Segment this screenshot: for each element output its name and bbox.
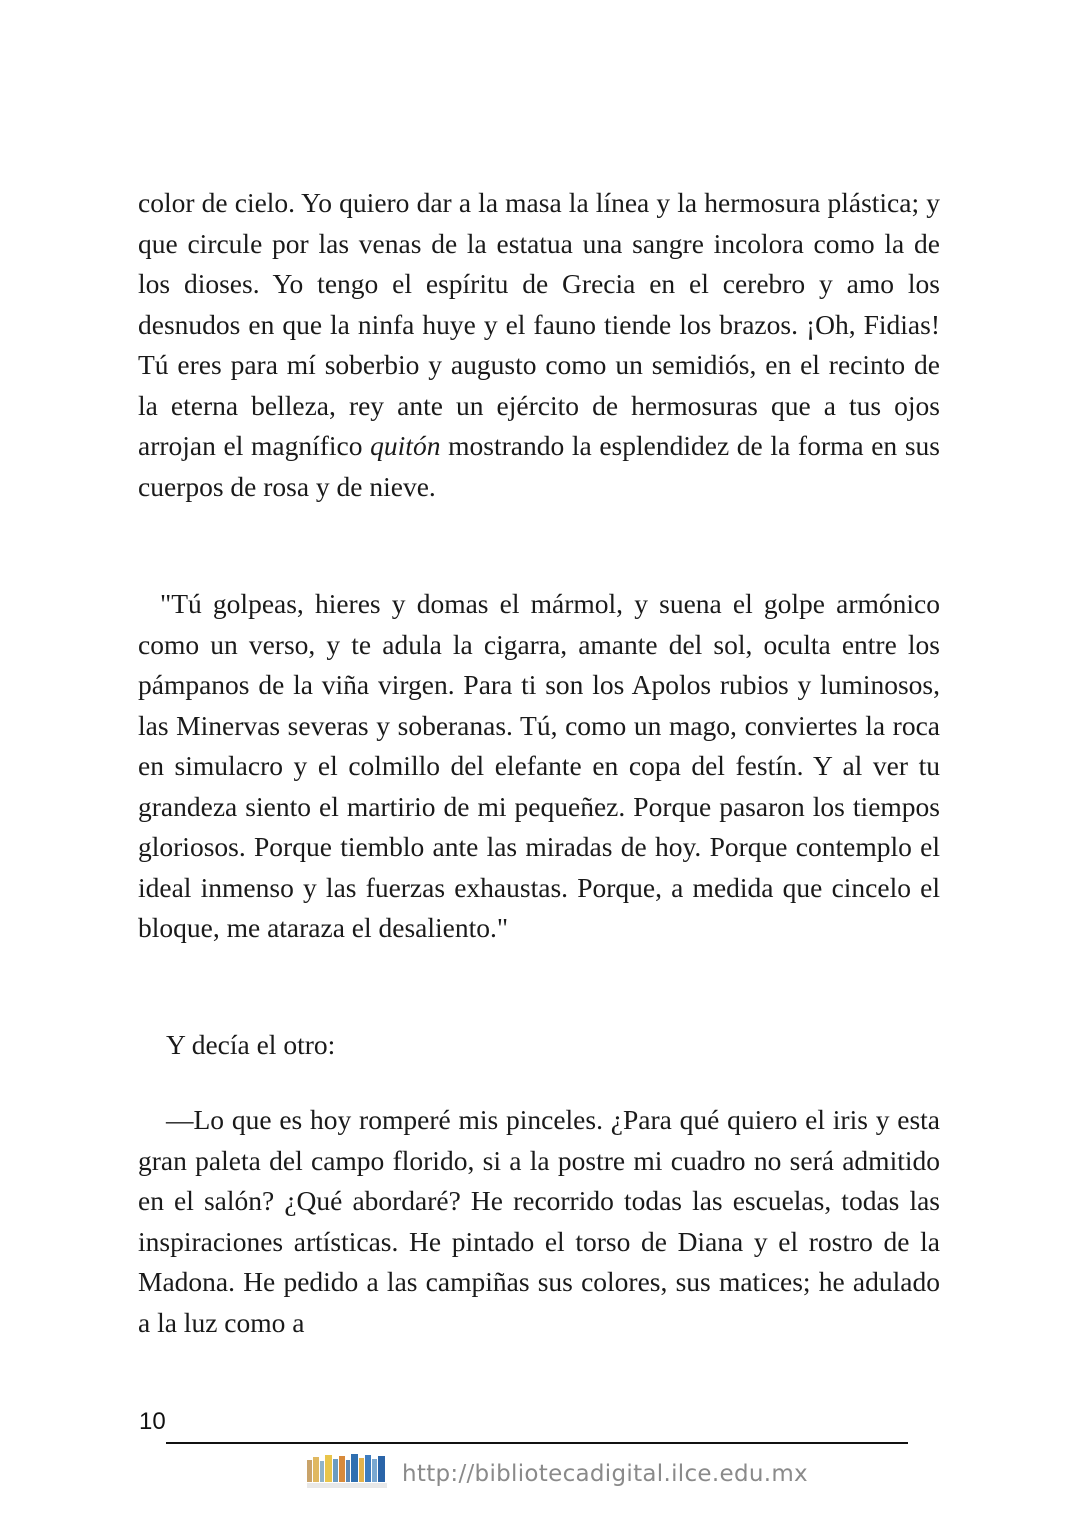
footer-url: http://bibliotecadigital.ilce.edu.mx — [402, 1461, 808, 1487]
paragraph-1-end: mostrando la esplendidez de la forma en sus cuerpos de rosa y de nieve. — [138, 430, 940, 502]
footer-divider — [166, 1442, 908, 1444]
paragraph-2: "Tú golpeas, hieres y domas el mármol, y suena el golpe armónico como un verso, y te adula la cigarra, amante del sol, oculta entre los pámpanos de la viña virgen. Para ti son los Apolos rubios y luminosos, las Minervas severas y soberanas. Tú, como un mago, conviertes la roca en simulacro y el colmillo del elefante en copa del festín. Y al ver tu grandeza siento el martirio de mi pequeñez. Porque pasaron los tiempos gloriosos. Porque tiemblo ante las miradas de hoy. Porque contemplo el ideal inmenso y las fuerzas exhaustas. Porque, a medida que cincelo el bloque, me ataraza el desaliento." — [138, 588, 940, 943]
italic-word-quiton: quitón — [370, 430, 441, 461]
paragraph-3: Y decía el otro: — [166, 1029, 336, 1060]
page-number: 10 — [139, 1408, 166, 1435]
paragraph-1 — [138, 183, 940, 507]
paragraph-1-text: color de cielo. Yo quiero dar a la masa la línea y la hermosura plástica; y que circule por las venas de la estatua una sangre incolora como la de los dioses. Yo tengo el espíritu de Grecia en el cerebro y amo los desnudos en que la ninfa huye y el fauno tiende los brazos. ¡Oh, Fidias! Tú eres para mí soberbio y augusto como un semidiós, en el recinto de la eterna belleza, rey ante un ejército de hermosuras que a tus ojos arrojan el magnífico — [138, 187, 940, 461]
books-logo-icon — [307, 1452, 393, 1490]
paragraph-4: —Lo que es hoy romperé mis pinceles. ¿Para qué quiero el iris y esta gran paleta del campo florido, si a la postre mi cuadro no será admitido en el salón? ¿Qué abordaré? He recorrido todas las escuelas, todas las inspiraciones artísticas. He pintado el torso de Diana y el rostro de la Madona. He pedido a las campiñas sus colores, sus matices; he adulado a la luz como a — [138, 1104, 940, 1338]
